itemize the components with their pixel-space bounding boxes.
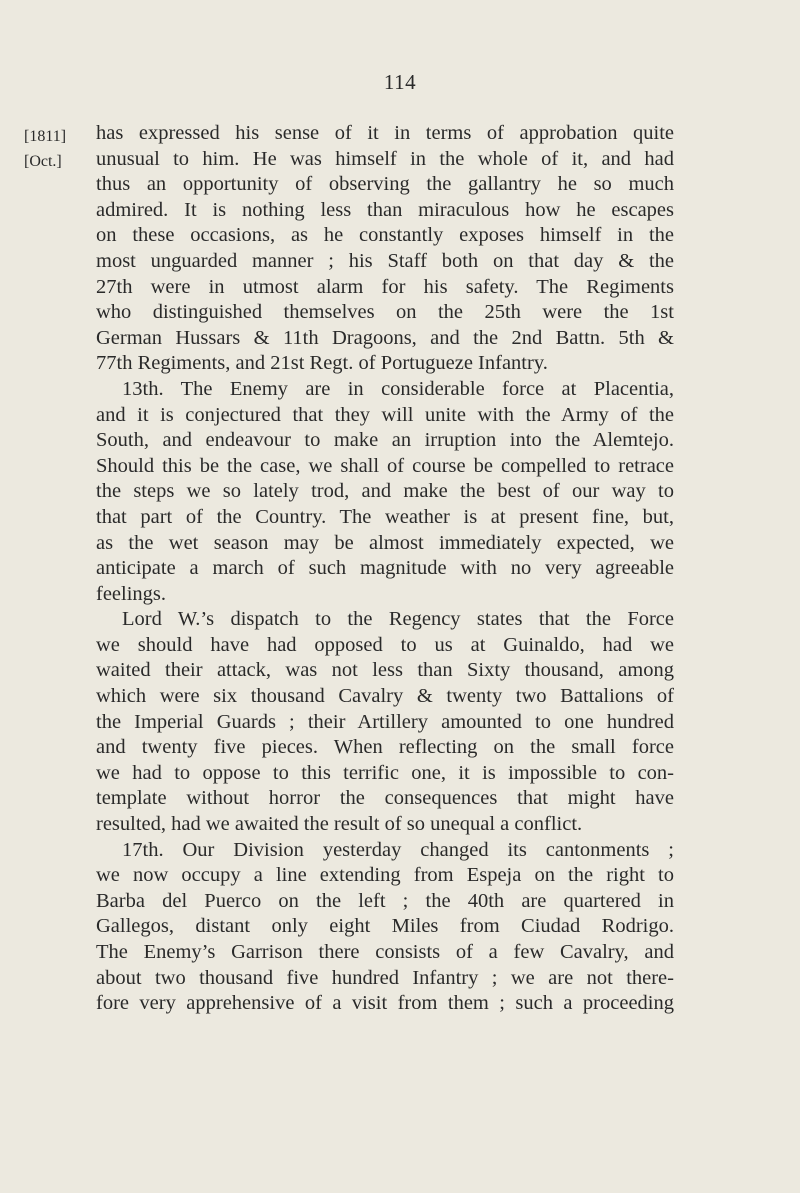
paragraph xyxy=(96,838,674,1017)
text-line: admired. It is nothing less than miraculous how he escapes xyxy=(96,198,674,221)
text-line: thus an opportunity of observing the gallantry he so much xyxy=(96,173,674,196)
text-line: fore very apprehensive of a visit from them ; such a proceeding xyxy=(96,992,674,1015)
margin-year: [1811] xyxy=(24,128,67,145)
text-line: and twenty five pieces. When reflecting on the small force xyxy=(96,736,674,759)
text-line: about two thousand five hundred Infantry ; we are not there- xyxy=(96,966,674,989)
text-line: 77th Regiments, and 21st Regt. of Portugueze Infantry. xyxy=(96,352,548,375)
text-line: the Imperial Guards ; their Artillery amounted to one hundred xyxy=(96,710,674,733)
text-line: The Enemy’s Garrison there consists of a few Cavalry, and xyxy=(96,941,674,963)
text-line: unusual to him. He was himself in the whole of it, and had xyxy=(96,147,674,170)
text-line: resulted, had we awaited the result of so unequal a conflict. xyxy=(96,813,583,836)
text-line: template without horror the consequences that might have xyxy=(96,787,674,810)
text-line: Gallegos, distant only eight Miles from Ciudad Rodrigo. xyxy=(96,915,674,938)
text-line: which were six thousand Cavalry & twenty two Battalions of xyxy=(96,685,674,708)
text-line: South, and endeavour to make an irruption into the Alemtejo. xyxy=(96,429,674,452)
text-line: who distinguished themselves on the 25th were the 1st xyxy=(96,301,674,324)
text-line: the steps we so lately trod, and make the best of our way to xyxy=(96,480,674,503)
text-line: Barba del Puerco on the left ; the 40th are quartered in xyxy=(96,889,674,912)
margin-notes xyxy=(24,124,86,174)
text-line: as the wet season may be almost immediately expected, we xyxy=(96,531,674,554)
paragraph xyxy=(96,607,674,837)
text-line: we now occupy a line extending from Espeja on the right to xyxy=(96,864,674,887)
text-line: has expressed his sense of it in terms of approbation quite xyxy=(96,122,674,144)
text-line: 27th were in utmost alarm for his safety. The Regiments xyxy=(96,275,674,298)
text-line: German Hussars & 11th Dragoons, and the 2nd Battn. 5th & xyxy=(96,326,674,349)
text-line: 13th. The Enemy are in considerable force at Placentia, xyxy=(122,377,674,400)
text-line: we should have had opposed to us at Guinaldo, had we xyxy=(96,633,674,656)
text-line: we had to oppose to this terrific one, it is impossible to con- xyxy=(96,761,674,784)
text-line: on these occasions, as he constantly exposes himself in the xyxy=(96,224,674,247)
text-line: that part of the Country. The weather is at present fine, but, xyxy=(96,505,674,528)
text-line: feelings. xyxy=(96,582,167,605)
text-line: and it is conjectured that they will unite with the Army of the xyxy=(96,403,674,426)
paragraph xyxy=(96,121,674,377)
margin-month: [Oct.] xyxy=(24,153,62,170)
page-number: 114 xyxy=(383,70,417,94)
text-line: anticipate a march of such magnitude with no very agreeable xyxy=(96,557,674,580)
text-line: Lord W.’s dispatch to the Regency states that the Force xyxy=(122,608,674,631)
body-text xyxy=(96,121,674,1017)
paragraph xyxy=(96,377,674,607)
text-line: most unguarded manner ; his Staff both on that day & the xyxy=(96,249,674,272)
text-line: 17th. Our Division yesterday changed its cantonments ; xyxy=(122,838,674,861)
text-line: Should this be the case, we shall of course be compelled to retrace xyxy=(96,454,674,477)
text-line: waited their attack, was not less than Sixty thousand, among xyxy=(96,659,674,682)
